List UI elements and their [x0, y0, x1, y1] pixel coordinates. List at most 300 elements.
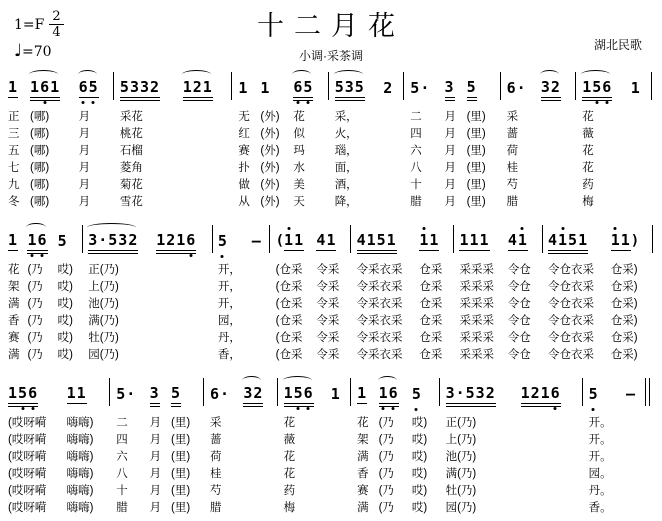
lyric-cell: 仓采) [610, 264, 638, 276]
lyric-cell: 六 [116, 451, 128, 463]
lyric-cell: 仓采 [419, 315, 443, 327]
note-digit: 1 [366, 231, 377, 249]
note-digits [252, 234, 262, 251]
title-block [6, 2, 656, 64]
note-digit: 1 [176, 231, 187, 249]
lyric-cell: 月 [78, 179, 91, 191]
lyric-cell [275, 432, 282, 449]
lyric-cell [643, 415, 656, 432]
note-digits [120, 80, 160, 98]
note-digit: 1 [50, 78, 61, 96]
lyric-cell: (里) [466, 145, 486, 157]
lyric-cell [573, 177, 580, 194]
lyric-cell: 满 [357, 451, 369, 463]
lyric-cell: 令仓衣采 [547, 332, 594, 344]
lyric-cell: 花 [582, 145, 594, 157]
note-group [8, 80, 18, 98]
note-digit: 4 [547, 231, 558, 249]
lyric-row [6, 330, 656, 347]
lyric-cell: 无 [238, 111, 250, 123]
lyric-cell [201, 449, 208, 466]
key-signature-block [14, 10, 64, 61]
lyric-cell [326, 160, 333, 177]
note-digit: 5 [116, 385, 127, 403]
lyric-cell: (仓采 [275, 281, 303, 293]
lyric-cell: 菊花 [119, 179, 143, 191]
lyric-cell: 采采采 [459, 281, 494, 293]
lyric-cell: 哎) [57, 264, 73, 276]
note-digit: 6 [40, 80, 50, 95]
note-digits [30, 80, 60, 98]
lyric-cell [381, 109, 401, 126]
note-digits [210, 387, 230, 404]
note-cell [169, 366, 201, 415]
slur-arc [78, 70, 97, 79]
tempo-value: =70 [22, 44, 52, 60]
note-cell [443, 60, 465, 109]
note-digit: · [455, 384, 466, 402]
note-group [276, 233, 305, 251]
note-cell [410, 366, 437, 415]
lyric-cell [381, 143, 401, 160]
lyric-cell: 丹。 [588, 485, 612, 497]
lyric-cell [539, 194, 573, 211]
note-cell [505, 60, 539, 109]
lyric-cell: 做 [238, 179, 250, 191]
note-digit: 6 [389, 386, 399, 401]
lyric-row [6, 449, 656, 466]
lyric-cell [275, 500, 282, 517]
lyric-cell: 仓采) [610, 349, 638, 361]
slur-arc [378, 376, 397, 385]
lyric-cell: 正(乃) [445, 417, 477, 429]
lyric-cell [111, 194, 118, 211]
lyric-cell: (仓采 [275, 315, 303, 327]
note-cell [236, 60, 258, 109]
lyric-cell: 采 [506, 111, 519, 123]
lyric-cell: 正 [8, 111, 20, 123]
lyric-cell [201, 483, 208, 500]
lyric-cell: 腊 [210, 502, 222, 514]
lyric-cell [381, 160, 401, 177]
lyric-cell: 开。 [588, 451, 612, 463]
low-octave-dot [592, 408, 595, 411]
lyric-cell: 薇 [582, 128, 594, 140]
lyric-cell [624, 483, 643, 500]
note-digit: 1 [518, 233, 528, 248]
lyric-cell [241, 500, 274, 517]
lyric-cell: 花 [357, 417, 369, 429]
lyric-cell: 降， [334, 196, 358, 208]
note-digit: 1 [429, 231, 440, 249]
note-digit: 3 [88, 231, 99, 249]
lyric-cell: 嗨嗨) [66, 434, 94, 446]
barline-cell [643, 366, 656, 415]
lyric-cell: 月 [149, 434, 162, 446]
barline-cell [401, 60, 408, 109]
lyric-cell: 令仓 [507, 332, 531, 344]
note-digits [284, 233, 304, 251]
note-group [548, 233, 588, 251]
note-digit: 1 [8, 78, 19, 96]
low-octave-dot [21, 407, 24, 410]
note-group [116, 387, 136, 404]
lyric-cell: 月 [444, 111, 457, 123]
note-digit: 3 [243, 384, 254, 402]
lyric-cell: 嗨嗨) [66, 468, 94, 480]
lyric-cell [348, 483, 355, 500]
lyric-row [6, 466, 656, 483]
lyric-cell: 仓采) [610, 281, 638, 293]
lyric-cell [111, 160, 118, 177]
lyric-cell: 开， [217, 298, 241, 310]
lyric-cell [437, 432, 444, 449]
note-cell [282, 366, 329, 415]
note-digit: 1 [469, 231, 480, 249]
note-digit: 1 [540, 384, 551, 402]
note-digits [171, 386, 181, 404]
lyric-cell: 令采衣采 [356, 349, 403, 361]
note-cell [580, 60, 629, 109]
lyric-cell: 牡(乃) [445, 485, 477, 497]
lyric-cell: 仓采) [610, 332, 638, 344]
note-cell [274, 213, 315, 262]
lyric-cell: (仓采 [275, 264, 303, 276]
lyric-cell: 令仓衣采 [547, 349, 594, 361]
lyric-cell: 花 [582, 111, 594, 123]
lyric-row [6, 432, 656, 449]
note-cell [250, 213, 268, 262]
lyric-cell [348, 415, 355, 432]
note-digit: · [126, 385, 137, 403]
note-cell [314, 213, 348, 262]
lyric-cell: 二 [116, 417, 128, 429]
lyric-cell: 池(乃) [88, 298, 119, 310]
lyric-cell: 月 [149, 485, 162, 497]
note-digit: · [220, 385, 231, 403]
slur-arc [581, 70, 610, 79]
lyric-row [6, 415, 656, 432]
lyric-cell: (乃 [27, 264, 43, 276]
note-group [459, 233, 489, 251]
lyric-cell: 采采采 [459, 315, 494, 327]
lyric-cell [181, 177, 230, 194]
barline-cell [229, 60, 236, 109]
lyric-cell [154, 279, 209, 296]
note-group [293, 80, 313, 98]
lyric-cell: 上(乃) [88, 281, 119, 293]
lyric-cell: 仓采) [610, 315, 638, 327]
lyric-cell: 四 [116, 434, 128, 446]
lyric-cell: 水 [293, 162, 305, 174]
note-digit: 5 [119, 78, 130, 96]
lyric-cell: 石榴 [119, 145, 143, 157]
lyric-cell: 令采衣采 [356, 264, 403, 276]
note-digits [611, 233, 631, 251]
note-cell [65, 366, 108, 415]
lyric-cell: 仓采 [419, 332, 443, 344]
note-cell [28, 60, 77, 109]
lyric-cell: (外) [260, 179, 280, 191]
note-cell [417, 213, 451, 262]
note-cell [25, 213, 55, 262]
lyric-row [6, 347, 656, 364]
lyric-cell: 园。 [588, 468, 612, 480]
lyric-cell [326, 177, 333, 194]
lyric-cell: 令仓衣采 [547, 281, 594, 293]
note-digit: 1 [260, 79, 271, 97]
lyric-cell: 似 [293, 128, 305, 140]
lyric-cell: 赛 [238, 145, 250, 157]
lyric-cell: 香， [217, 349, 241, 361]
barline [500, 72, 501, 100]
lyric-cell: 开。 [588, 417, 612, 429]
note-group [626, 387, 636, 404]
low-octave-dot [595, 101, 598, 104]
lyric-cell: 令采衣采 [356, 281, 403, 293]
note-digits [58, 234, 68, 251]
note-group [419, 233, 439, 251]
lyric-cell [154, 313, 209, 330]
lyric-cell: 哎) [411, 468, 428, 480]
note-digits [357, 386, 367, 404]
slur-arc [87, 223, 136, 232]
note-digit: 3 [344, 78, 355, 96]
lyric-cell [519, 415, 580, 432]
key-label: 1=F [14, 16, 45, 33]
note-cell [355, 366, 376, 415]
lyric-row [6, 313, 656, 330]
note-digit: 1 [379, 386, 389, 401]
lyric-cell [624, 500, 643, 517]
lyric-cell [181, 143, 230, 160]
lyric-cell: 开， [217, 281, 241, 293]
lyric-cell [498, 126, 505, 143]
note-digit: 1 [520, 384, 531, 402]
note-digits [27, 233, 47, 251]
lyric-cell: 月 [444, 162, 457, 174]
note-cell [6, 213, 25, 262]
lyric-cell [329, 449, 348, 466]
note-group [88, 233, 138, 251]
lyric-cell: (哎呀嗬 [8, 468, 47, 480]
lyric-cell [437, 415, 444, 432]
note-digit: 4 [507, 231, 518, 249]
note-group [582, 80, 612, 98]
note-digit: 5 [412, 387, 422, 402]
lyric-cell [573, 194, 580, 211]
note-digit: 3 [118, 231, 129, 249]
note-digit: 1 [238, 79, 249, 97]
lyric-cell: (哎呀嗬 [8, 451, 47, 463]
lyric-cell [519, 432, 580, 449]
low-octave-dot [31, 407, 34, 410]
note-group [284, 386, 314, 404]
lyric-cell [229, 194, 236, 211]
note-digit: 1 [330, 385, 341, 403]
note-cell [609, 213, 650, 262]
music-system-1 [6, 60, 656, 211]
note-cell [56, 213, 80, 262]
lyric-cell: 火， [334, 128, 358, 140]
lyric-cell [107, 483, 114, 500]
note-group [331, 387, 341, 404]
note-digits [293, 80, 313, 98]
note-digits [316, 233, 336, 251]
header [6, 2, 656, 63]
lyric-cell [650, 296, 656, 313]
note-digits [218, 234, 228, 251]
lyric-cell: 正(乃) [88, 264, 119, 276]
time-signature [49, 10, 63, 39]
note-digit: 5 [334, 78, 345, 96]
note-digits [238, 81, 248, 98]
lyric-cell: 月 [149, 468, 162, 480]
lyric-cell [519, 500, 580, 517]
note-digit: 3 [540, 78, 551, 96]
note-cell [148, 366, 169, 415]
high-octave-dot [614, 227, 617, 230]
lyric-cell: 嗨嗨) [66, 451, 94, 463]
note-cell [114, 366, 147, 415]
lyric-cell: 哎) [411, 451, 428, 463]
lyric-cell: 四 [410, 128, 422, 140]
note-digits [8, 233, 18, 251]
lyric-cell: 面， [334, 162, 358, 174]
lyric-cell [437, 500, 444, 517]
note-group [541, 80, 561, 98]
lyric-cell [241, 483, 274, 500]
note-digits [508, 233, 528, 251]
note-group [210, 387, 230, 404]
lyric-cell: 月 [78, 162, 91, 174]
lyric-cell [629, 177, 649, 194]
note-group [446, 386, 496, 404]
note-cell [539, 60, 573, 109]
lyric-cell: 满 [357, 502, 369, 514]
note-digits [243, 386, 263, 404]
lyric-row [6, 160, 656, 177]
lyric-cell [241, 449, 274, 466]
lyric-cell: 芍 [210, 485, 222, 497]
lyric-cell [201, 466, 208, 483]
lyric-cell [539, 109, 573, 126]
low-octave-dot [415, 408, 418, 411]
lyric-cell [629, 143, 649, 160]
open-paren: ( [275, 233, 285, 249]
note-digit: 6 [602, 80, 612, 95]
final-barline [645, 378, 650, 406]
lyric-cell [539, 160, 573, 177]
lyric-cell [348, 432, 355, 449]
lyric-cell: 月 [149, 502, 162, 514]
slur-arc [182, 70, 211, 79]
lyric-cell [250, 347, 268, 364]
note-digit: 4 [356, 231, 367, 249]
lyric-cell: 腊 [410, 196, 422, 208]
lyric-cell [329, 466, 348, 483]
note-digit: 6 [37, 233, 47, 248]
lyric-cell: (里) [171, 451, 191, 463]
lyric-cell: (乃 [27, 332, 43, 344]
lyric-cell [519, 483, 580, 500]
note-digits [410, 81, 430, 98]
tempo-marking [14, 41, 64, 61]
lyric-cell [250, 296, 268, 313]
note-group [218, 234, 228, 251]
barline [453, 225, 454, 253]
lyric-cell [201, 415, 208, 432]
lyric-cell: 赛 [8, 332, 20, 344]
lyric-cell: 令仓衣采 [547, 298, 594, 310]
lyric-cell: 月 [78, 111, 91, 123]
barline [582, 378, 583, 406]
note-group [379, 386, 399, 404]
note-digit: 5 [592, 80, 602, 95]
note-digit: 2 [128, 231, 139, 249]
lyric-cell [437, 483, 444, 500]
note-group [357, 233, 397, 251]
lyric-cell [401, 126, 408, 143]
lyric-cell: (里) [466, 128, 486, 140]
lyric-cell [326, 194, 333, 211]
notes-row [6, 366, 656, 415]
lyric-cell [643, 466, 656, 483]
lyric-cell [381, 177, 401, 194]
note-digit: 1 [479, 231, 490, 249]
lyric-cell [573, 126, 580, 143]
note-group [445, 80, 455, 98]
note-group [8, 233, 18, 251]
lyric-cell [107, 415, 114, 432]
music-system-3 [6, 366, 656, 517]
note-digits [67, 386, 87, 404]
low-octave-dot [296, 101, 299, 104]
note-group [357, 386, 367, 404]
lyric-cell: 牡(乃) [88, 332, 119, 344]
note-digits [541, 80, 561, 98]
lyric-cell: (里) [171, 417, 191, 429]
note-digit: 6 [79, 80, 89, 95]
note-digit: 5 [376, 231, 387, 249]
note-digit: 1 [202, 78, 213, 96]
note-digit: 1 [27, 233, 37, 248]
barline-cell [111, 60, 118, 109]
lyric-cell [107, 466, 114, 483]
note-digit: 1 [8, 384, 19, 402]
lyric-cell: 红 [238, 128, 250, 140]
note-digits [446, 386, 496, 404]
note-cell [154, 213, 209, 262]
low-octave-dot [92, 101, 95, 104]
note-group [252, 234, 262, 251]
note-digit: 5 [465, 384, 476, 402]
lyric-cell: 七 [8, 162, 20, 174]
barline [652, 225, 653, 253]
lyric-cell: (里) [171, 434, 191, 446]
lyric-cell: 花 [283, 451, 296, 463]
lyric-cell: 嗨嗨) [66, 502, 94, 514]
lyric-cell: 令采 [316, 298, 340, 310]
lyric-cell: 月 [149, 417, 162, 429]
lyric-cell: 荷 [506, 145, 519, 157]
lyric-cell [401, 160, 408, 177]
note-digit: — [625, 385, 636, 403]
lyric-cell: 十 [116, 485, 128, 497]
note-cell [546, 213, 609, 262]
note-digit: 5 [171, 384, 182, 402]
lyric-cell [643, 483, 656, 500]
